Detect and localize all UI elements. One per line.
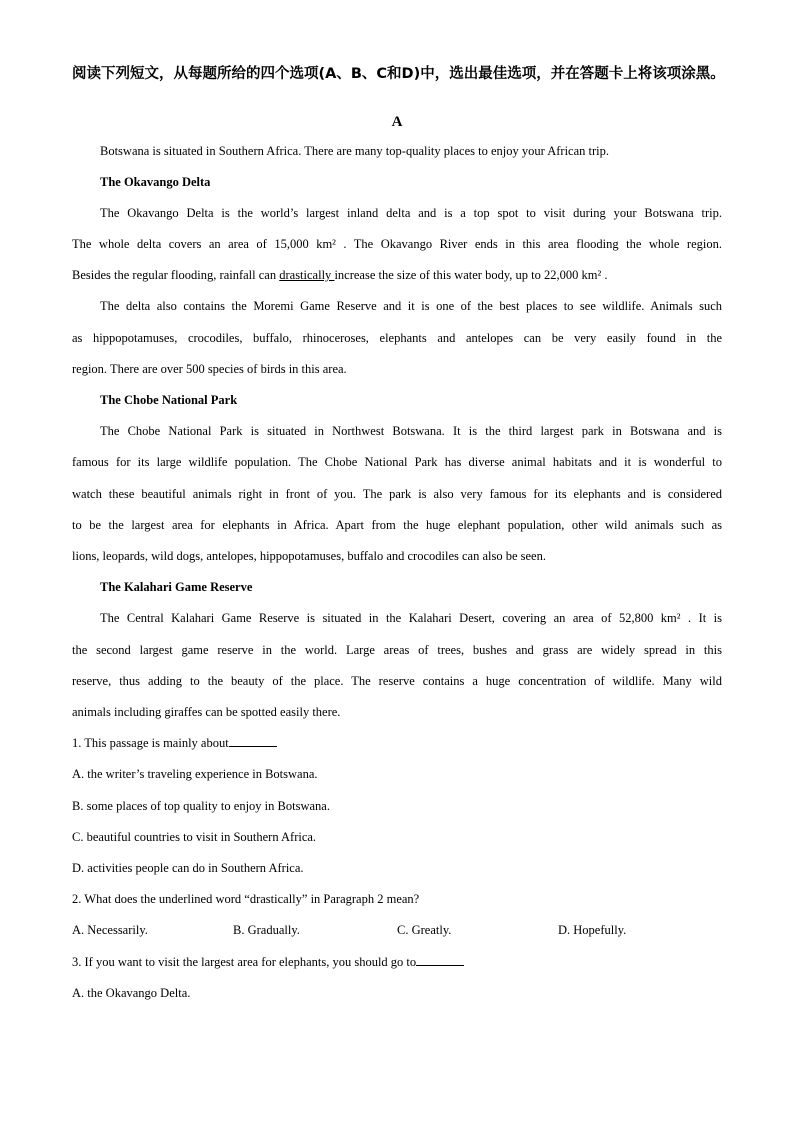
okavango-p2-line3: region. There are over 500 species of birds in this area. <box>72 362 347 376</box>
answer-blank <box>416 953 464 966</box>
chobe-line3: watch these beautiful animals right in front of you. The park is also very famous for its elephants and is considered <box>72 487 722 501</box>
kalahari-line3: reserve, thus adding to the beauty of the place. The reserve contains a huge concentration of wildlife. Many wild <box>72 674 722 688</box>
answer-blank <box>229 734 277 747</box>
chobe-line5: lions, leopards, wild dogs, antelopes, hippopotamuses, buffalo and crocodiles can also be seen. <box>72 549 546 563</box>
heading-okavango: The Okavango Delta <box>100 175 211 189</box>
question-2-option-b: B. Gradually. <box>233 923 300 937</box>
reading-instruction: 阅读下列短文，从每题所给的四个选项(A、B、C和D)中，选出最佳选项，并在答题卡上将该项涂黑。 <box>72 66 725 82</box>
chobe-line4: to be the largest area for elephants in Africa. Apart from the huge elephant population, other wild animals such as <box>72 518 722 532</box>
section-label: A <box>391 114 403 130</box>
kalahari-line4: animals including giraffes can be spotted easily there. <box>72 705 341 719</box>
question-3-text: 3. If you want to visit the largest area for elephants, you should go to <box>72 955 417 969</box>
question-2-option-c: C. Greatly. <box>397 923 452 937</box>
okavango-p2-line1: The delta also contains the Moremi Game Reserve and it is one of the best places to see wildlife. Animals such <box>100 299 722 313</box>
heading-kalahari: The Kalahari Game Reserve <box>100 580 253 594</box>
chobe-line1: The Chobe National Park is situated in Northwest Botswana. It is the third largest park in Botswana and is <box>100 424 722 438</box>
okavango-p1-line3-start: Besides the regular flooding, rainfall can <box>72 268 280 282</box>
chobe-line2: famous for its large wildlife population. The Chobe National Park has diverse animal habitats and it is wonderful to <box>72 455 722 469</box>
question-1-option-a: A. the writer’s traveling experience in Botswana. <box>72 767 318 781</box>
question-1-option-b: B. some places of top quality to enjoy in Botswana. <box>72 799 330 813</box>
okavango-p1-line3-end: increase the size of this water body, up to 22,000 km² . <box>334 268 608 282</box>
question-3-stem <box>72 953 722 971</box>
question-1-stem <box>72 734 722 752</box>
heading-chobe: The Chobe National Park <box>100 393 238 407</box>
okavango-p1-line3 <box>72 266 722 284</box>
question-1-text: 1. This passage is mainly about <box>72 736 229 750</box>
question-2-option-d: D. Hopefully. <box>558 923 627 937</box>
question-1-option-d: D. activities people can do in Southern Africa. <box>72 861 304 875</box>
underlined-word-drastically: drastically <box>279 268 335 282</box>
kalahari-line1: The Central Kalahari Game Reserve is situated in the Kalahari Desert, covering an area of 52,800 km² . It is <box>100 611 722 625</box>
question-2-stem: 2. What does the underlined word “drastically” in Paragraph 2 mean? <box>72 892 420 906</box>
question-1-option-c: C. beautiful countries to visit in Southern Africa. <box>72 830 317 844</box>
kalahari-line2: the second largest game reserve in the world. Large areas of trees, bushes and grass are widely spread in this <box>72 643 722 657</box>
okavango-p2-line2: as hippopotamuses, crocodiles, buffalo, rhinoceroses, elephants and antelopes can be very easily found in the <box>72 331 722 345</box>
intro-paragraph: Botswana is situated in Southern Africa. There are many top-quality places to enjoy your African trip. <box>100 144 610 158</box>
question-3-option-a: A. the Okavango Delta. <box>72 986 191 1000</box>
question-2-option-a: A. Necessarily. <box>72 923 148 937</box>
okavango-p1-line1: The Okavango Delta is the world’s largest inland delta and is a top spot to visit during your Botswana trip. <box>100 206 722 220</box>
okavango-p1-line2: The whole delta covers an area of 15,000 km² . The Okavango River ends in this area flooding the whole region. <box>72 237 722 251</box>
